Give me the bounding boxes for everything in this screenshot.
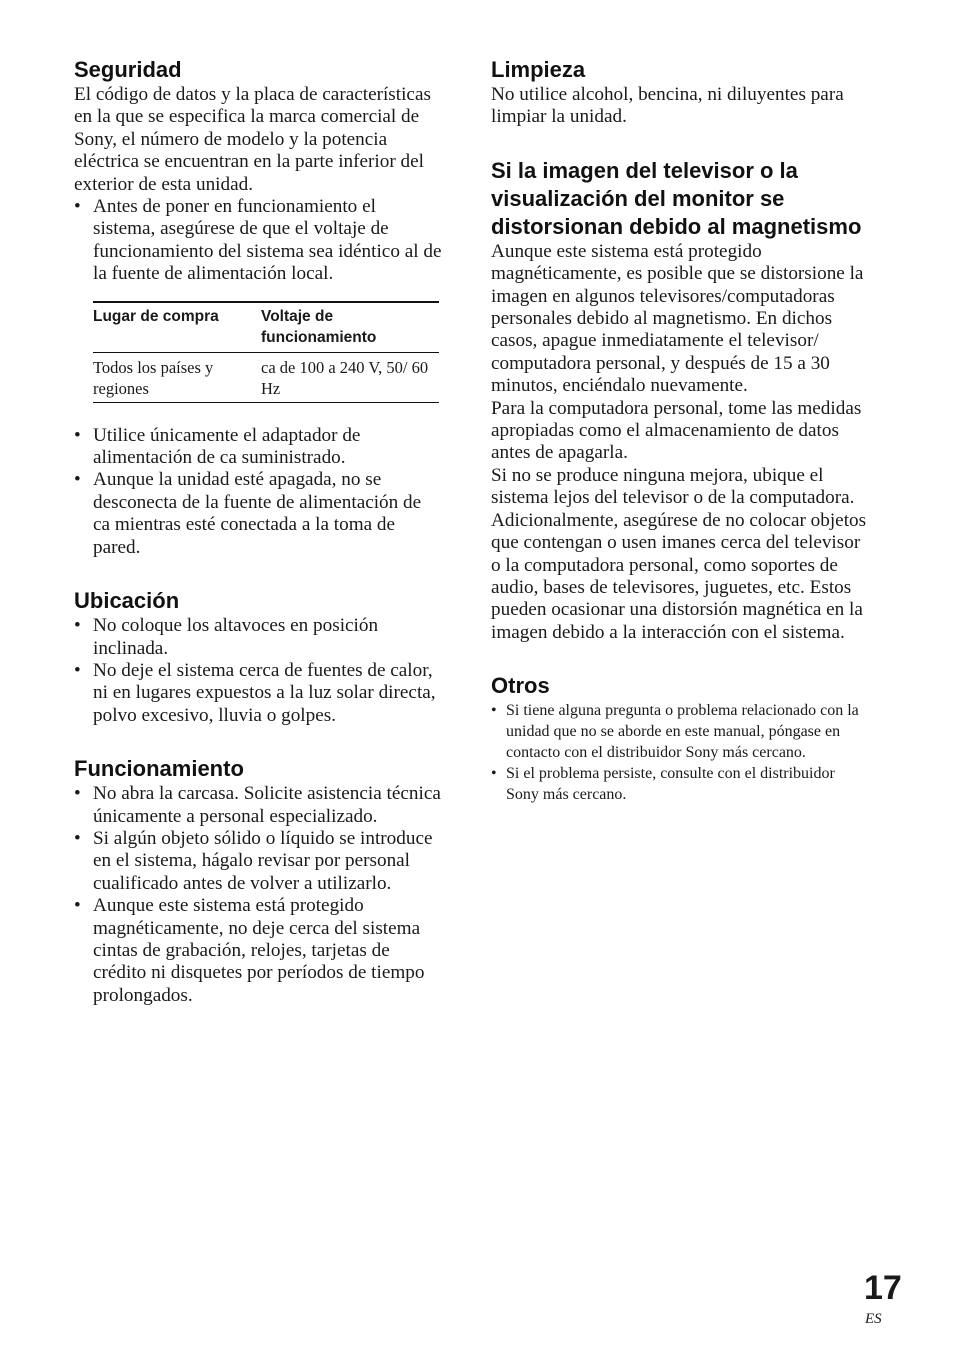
list-item-text: No coloque los altavoces en posición inclinada. (93, 615, 379, 659)
bullet-glyph: • (74, 196, 81, 218)
bullet-glyph: • (74, 895, 81, 917)
bullet-glyph: • (491, 765, 497, 783)
list-item-text: Si tiene alguna pregunta o problema relacionado con la unidad que no se aborde en este manual, póngase en contacto con el distribuidor Sony más cercano. (506, 702, 859, 762)
table-cell: ca de 100 a 240 V, 50/ 60 Hz (261, 352, 439, 402)
table-header-cell: Voltaje de funcionamiento (261, 302, 439, 353)
bullet-glyph: • (74, 659, 81, 681)
table-cell: Todos los países y regiones (93, 352, 261, 402)
magnetismo-paragraph-1: Aunque este sistema está protegido magnéticamente, es posible que se distorsione la imagen en algunos televisores/computadoras personales debido al magnetismo. En dichos casos, apague inmediatamente el televisor/ computadora personal, y después de 15 a 30 minutos, enciéndalo nuevamente. (491, 240, 864, 397)
bullet-glyph: • (74, 469, 81, 491)
seguridad-list-2 (74, 425, 442, 559)
list-item-text: No abra la carcasa. Solicite asistencia técnica únicamente a personal especializado. (93, 783, 441, 827)
list-item (74, 895, 442, 1007)
list-item-text: Utilice únicamente el adaptador de alimentación de ca suministrado. (93, 424, 361, 469)
section-ubicacion (74, 587, 442, 727)
left-column (74, 56, 442, 1007)
section-limpieza (491, 56, 871, 129)
list-item (491, 700, 871, 763)
heading-magnetismo: Si la imagen del televisor o la visualización del monitor se distorsionan debido al magnetismo (491, 157, 862, 239)
heading-otros: Otros (491, 673, 550, 699)
list-item-text: Si algún objeto sólido o líquido se introduce en el sistema, hágalo revisar por personal cualificado antes de volver a utilizarlo. (93, 827, 433, 894)
seguridad-intro: El código de datos y la placa de características en la que se especifica la marca comercial de Sony, el número de modelo y la potencia eléctrica se encuentran en la parte inferior del exterior de esta unidad. (74, 84, 431, 195)
table-header-row (93, 302, 439, 353)
magnetismo-paragraph-2: Para la computadora personal, tome las medidas apropiadas como el almacenamiento de datos antes de apagarla. (491, 397, 862, 464)
heading-ubicacion: Ubicación (74, 588, 180, 614)
list-item-text: Aunque la unidad esté apagada, no se desconecta de la fuente de alimentación de ca mientras esté conectada a la toma de pared. (93, 469, 422, 558)
list-item (74, 615, 442, 660)
bullet-glyph: • (74, 424, 81, 446)
table-row (93, 352, 439, 402)
bullet-glyph: • (491, 702, 497, 720)
heading-seguridad: Seguridad (74, 57, 182, 82)
page-number: 17 (864, 1269, 902, 1307)
section-otros (491, 672, 871, 805)
section-magnetismo (491, 157, 871, 644)
list-item (74, 469, 442, 559)
section-funcionamiento (74, 755, 442, 1007)
heading-funcionamiento: Funcionamiento (74, 756, 244, 782)
list-item-text: Antes de poner en funcionamiento el sistema, asegúrese de que el voltaje de funcionamiento del sistema sea idéntico al de la fuente de alimentación local. (93, 196, 442, 285)
right-column (491, 56, 871, 805)
list-item (74, 828, 442, 895)
list-item (491, 763, 871, 805)
magnetismo-paragraph-4: Adicionalmente, asegúrese de no colocar objetos que contengan o usen imanes cerca del televisor o la computadora personal, como soportes de audio, bases de televisores, juguetes, etc. Estos pueden ocasionar una distorsión magnética en la imagen debido a la interacción con el sistema. (491, 509, 867, 643)
list-item (74, 196, 442, 286)
voltage-table (93, 301, 439, 403)
table-header-cell: Lugar de compra (93, 302, 261, 353)
magnetismo-paragraph-3: Si no se produce ninguna mejora, ubique el sistema lejos del televisor o de la computadora. (491, 464, 855, 509)
list-item (74, 660, 442, 727)
bullet-glyph: • (74, 615, 81, 637)
seguridad-list-1 (74, 196, 442, 286)
list-item (74, 783, 442, 828)
heading-limpieza: Limpieza (491, 57, 586, 82)
funcionamiento-list (74, 783, 442, 1007)
limpieza-text: No utilice alcohol, bencina, ni diluyentes para limpiar la unidad. (491, 84, 844, 128)
list-item (74, 425, 442, 470)
ubicacion-list (74, 615, 442, 727)
list-item-text: Aunque este sistema está protegido magnéticamente, no deje cerca del sistema cintas de grabación, relojes, tarjetas de crédito ni disquetes por períodos de tiempo prolongados. (93, 895, 425, 1006)
bullet-glyph: • (74, 827, 81, 849)
language-code: ES (865, 1311, 882, 1327)
otros-list (491, 700, 871, 805)
list-item-text: No deje el sistema cerca de fuentes de calor, ni en lugares expuestos a la luz solar directa, polvo excesivo, lluvia o golpes. (93, 659, 436, 726)
bullet-glyph: • (74, 783, 81, 805)
list-item-text: Si el problema persiste, consulte con el distribuidor Sony más cercano. (506, 765, 835, 804)
section-seguridad (74, 56, 442, 559)
